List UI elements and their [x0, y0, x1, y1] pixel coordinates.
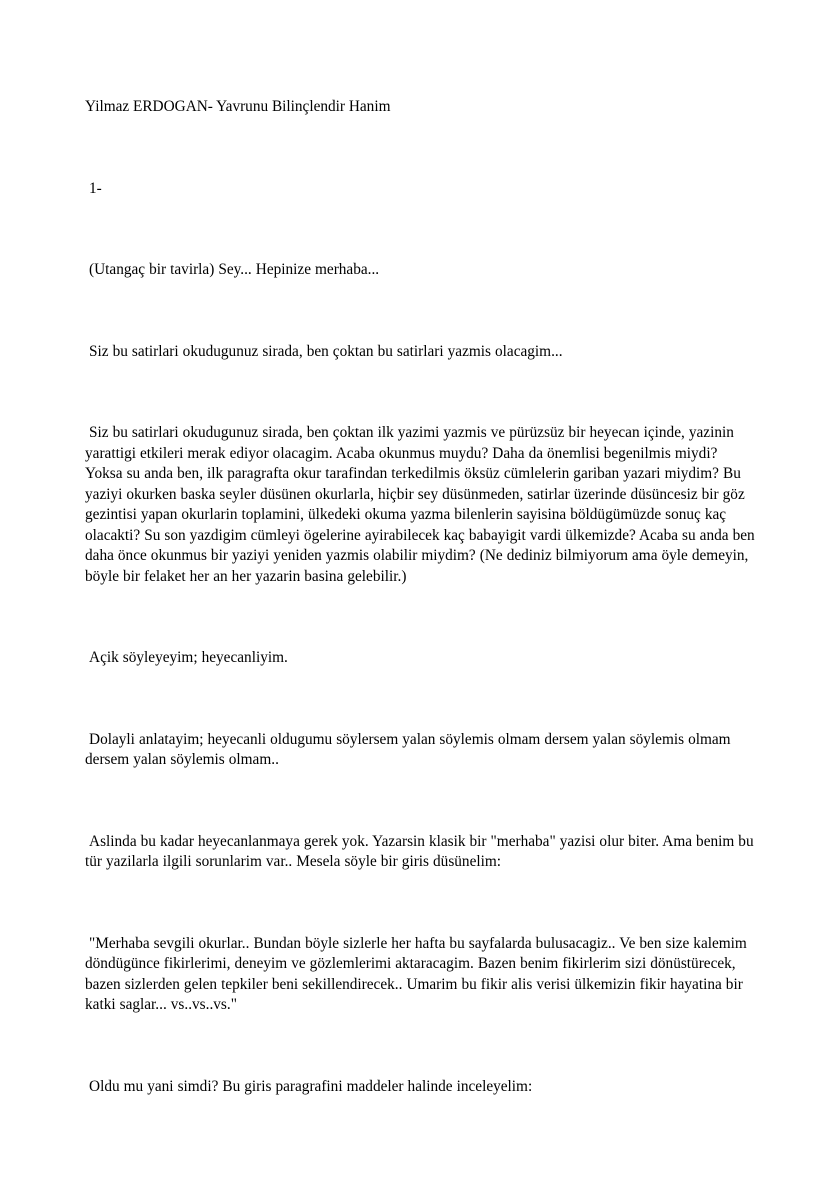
paragraph-greeting: (Utangaç bir tavirla) Sey... Hepinize merhaba...	[85, 261, 380, 278]
paragraph-closing: Oldu mu yani simdi? Bu giris paragrafini maddeler halinde inceleyelim:	[85, 1077, 533, 1095]
paragraph-main-body: Siz bu satirlari okudugunuz sirada, ben çoktan ilk yazimi yazmis ve pürüzsüz bir heyecan içinde, yazinin yarattigi etkileri merak ediyor olacagim. Acaba okunmus muydu? Daha da önemlisi begenilmis miydi? Yoksa su anda ben, ilk paragrafta okur tarafindan terkedilmis öksüz cümlelerin gariban yazari miydim? Bu yaziyi okurken baska seyler düsünen okurlarla, hiçbir sey düsünmeden, satirlar üzerinde düsüncesiz bir göz gezintisi yapan okurlarin toplamini, ülkedeki okuma yazma bilenlerin sayisina böldügümüzde sonuç kaç olacakti? Su son yazdigim cümleyi ögelerine ayirabilecek kaç babayigit vardi ülkemizde? Acaba su anda ben daha önce okunmus bir yaziyi yeniden yazmis olabilir miydim? (Ne dediniz bilmiyorum ama öyle demeyin, böyle bir felaket her an her yazarin basina gelebilir.)	[85, 424, 759, 585]
paragraph-section-number: 1-	[85, 179, 102, 197]
paragraph-merhaba-quote: "Merhaba sevgili okurlar.. Bundan böyle sizlerle her hafta bu sayfalarda bulusacagiz.. Ve ben size kalemim döndügünce fikirlerimi, deneyim ve gözlemlerimi aktaracagim. Bazen benim fikirlerim sizi dönüstürecek, bazen sizlerden gelen tepkiler beni sekillendirecek.. Umarim bu fikir alis verisi ülkemizin fikir hayatina bir katki saglar... vs..vs..vs."	[85, 934, 751, 1013]
paragraph-aslinda: Aslinda bu kadar heyecanlanmaya gerek yok. Yazarsin klasik bir "merhaba" yazisi olur biter. Ama benim bu tür yazilarla ilgili sorunlarim var.. Mesela söyle bir giris düsünelim:	[85, 832, 758, 870]
paragraph-dolayli: Dolayli anlatayim; heyecanli oldugumu söylersem yalan söylemis olmam dersem yalan söylemis olmam dersem yalan söylemis olmam..	[85, 730, 735, 768]
paragraph-intro-line: Siz bu satirlari okudugunuz sirada, ben çoktan bu satirlari yazmis olacagim...	[85, 342, 563, 360]
paragraph-acik: Açik söyleyeyim; heyecanliyim.	[85, 649, 288, 666]
document-title: Yilmaz ERDOGAN- Yavrunu Bilinçlendir Hanim	[85, 98, 391, 115]
